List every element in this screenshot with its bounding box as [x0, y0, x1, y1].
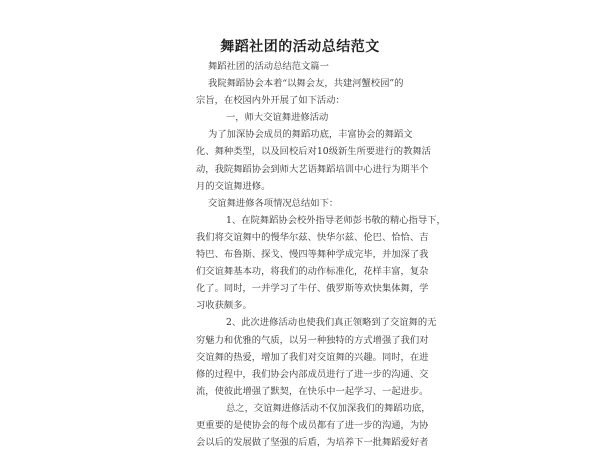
text-line: 们交谊舞基本功，将我们的动作标准化，花样丰富，复杂 [196, 266, 429, 278]
text-line: 更重要的是使协会的每个成员都有了进一步的沟通，为协 [196, 419, 429, 431]
text-line: 交谊舞的热爱，增加了我们对交谊舞的兴趣。同时，在进 [196, 351, 429, 363]
text-line: 我院舞蹈协会本着“以舞会友，共建河蟹校园”的 [208, 78, 404, 90]
document-body [196, 58, 446, 451]
text-line: 月的交谊舞进修。 [196, 180, 271, 192]
text-line: 2、此次进修活动也使我们真正领略到了交谊舞的无 [226, 317, 437, 329]
document-title: 舞蹈社团的活动总结范文 [220, 39, 380, 55]
text-line: 动，我院舞蹈协会到师大艺语舞蹈培训中心进行为期半个 [196, 163, 429, 175]
text-line: 1、在院舞蹈协会校外指导老师彭书敬的精心指导下， [226, 214, 446, 226]
text-line: 宗旨，在校园内外开展了如下活动： [196, 95, 345, 107]
text-line: 流，使彼此增强了默契，在快乐中一起学习、一起进步。 [196, 385, 429, 397]
text-line: 为了加深协会成员的舞蹈功底，丰富协会的舞蹈文 [208, 129, 413, 141]
text-line: 习收获颇多。 [196, 300, 252, 312]
text-line: 一，师大交谊舞进修活动 [226, 112, 329, 124]
text-line: 我们将交谊舞中的慢华尔兹、快华尔兹、伦巴、恰恰、吉 [196, 231, 429, 243]
text-line: 穷魅力和优雅的气质，以另一种独特的方式增强了我们对 [196, 334, 429, 346]
text-line: 化、舞种类型，以及回校后对10级新生所要进行的教舞活 [196, 146, 431, 158]
text-line: 特巴、布鲁斯、探戈、慢四等舞种学成完毕，并加深了我 [196, 249, 429, 261]
text-line: 总之，交谊舞进修活动不仅加深我们的舞蹈功底， [226, 402, 431, 414]
text-line: 化了。同时，一并学习了牛仔、俄罗斯等欢快集体舞，学 [196, 283, 429, 295]
text-line: 舞蹈社团的活动总结范文篇一 [208, 61, 329, 72]
text-line: 修的过程中，我们协会内部成员进行了进一步的沟通、交 [196, 368, 429, 380]
text-line: 交谊舞进修各项情况总结如下： [208, 197, 339, 209]
text-line: 会以后的发展做了坚强的后盾，为培养下一批舞蹈爱好者 [196, 437, 429, 449]
